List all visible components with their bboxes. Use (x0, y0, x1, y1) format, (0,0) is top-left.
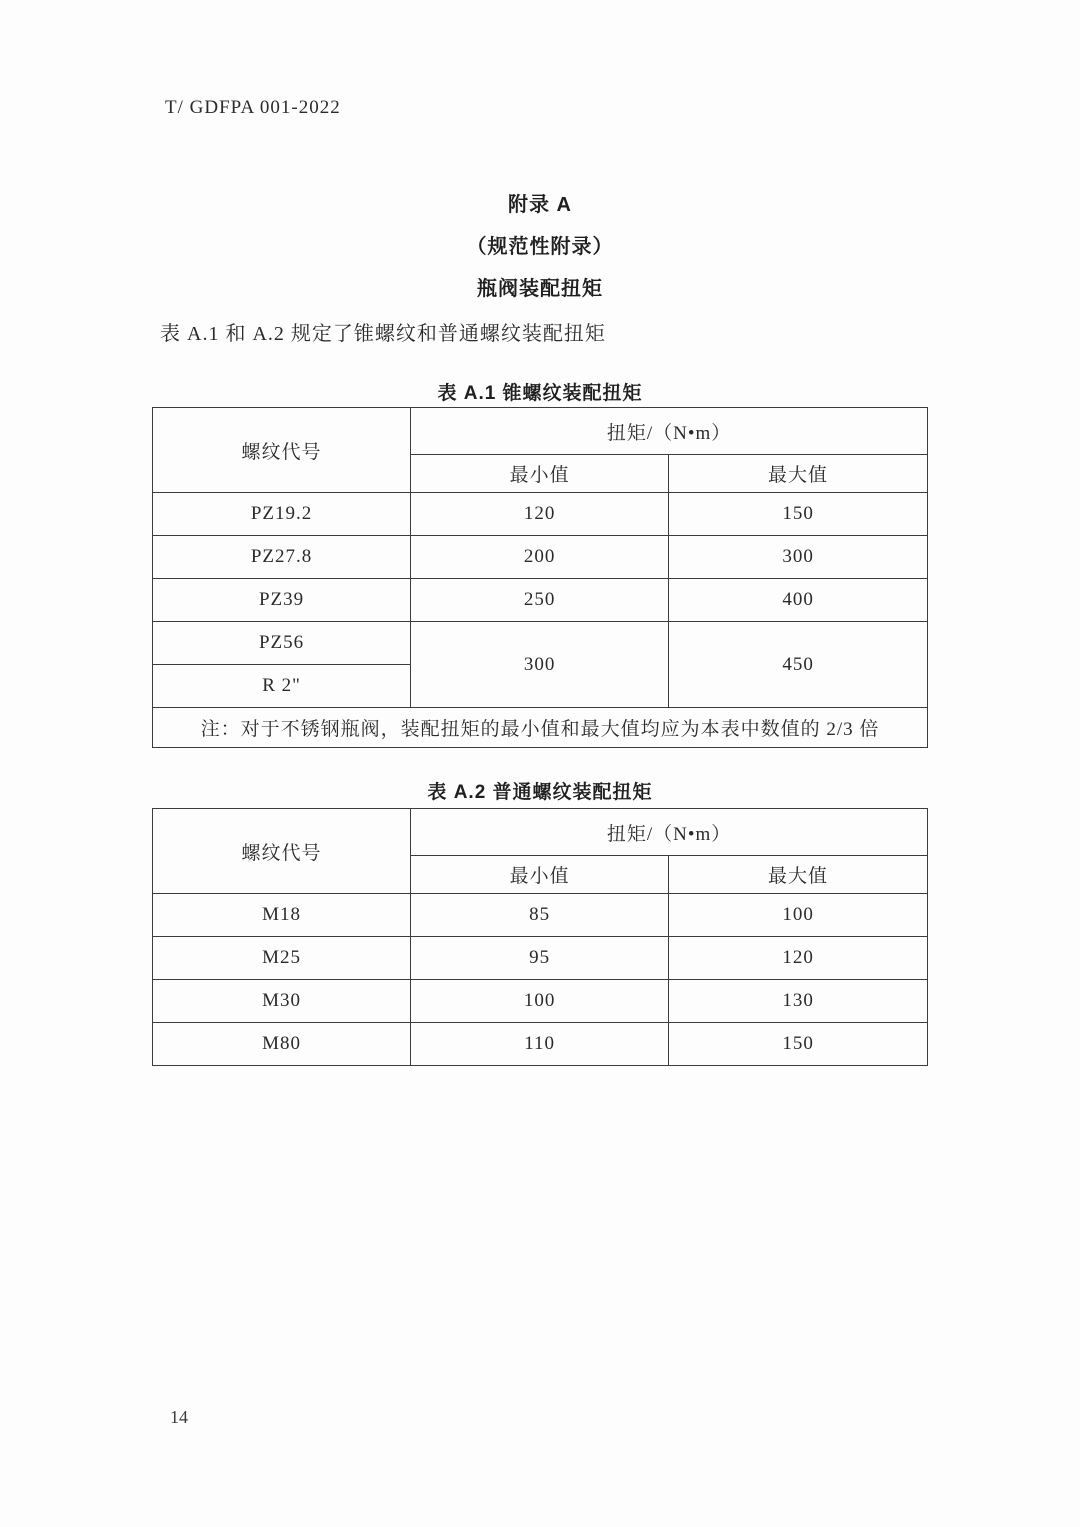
intro-paragraph: 表 A.1 和 A.2 规定了锥螺纹和普通螺纹装配扭矩 (160, 323, 606, 345)
cell-thread-code: M18 (153, 894, 411, 937)
table-row (153, 894, 928, 937)
cell-max: 100 (669, 894, 928, 937)
cell-min: 95 (411, 937, 669, 980)
table-note-row (153, 708, 928, 748)
cell-max: 150 (669, 493, 928, 536)
header-thread-code: 螺纹代号 (153, 408, 411, 493)
table-row (153, 493, 928, 536)
table-row (153, 1023, 928, 1066)
cell-max: 150 (669, 1023, 928, 1066)
table-row (153, 622, 928, 665)
header-max: 最大值 (669, 455, 928, 493)
cell-max: 120 (669, 937, 928, 980)
cell-min: 100 (411, 980, 669, 1023)
cell-max: 400 (669, 579, 928, 622)
cell-thread-code: PZ56 (153, 622, 411, 665)
table-a1 (152, 407, 928, 748)
table-row (153, 809, 928, 856)
cell-min: 110 (411, 1023, 669, 1066)
header-torque-unit: 扭矩/（N•m） (411, 408, 928, 455)
table-row (153, 937, 928, 980)
cell-min: 250 (411, 579, 669, 622)
appendix-subtitle: （规范性附录） (466, 236, 614, 258)
cell-thread-code: PZ27.8 (153, 536, 411, 579)
appendix-title: 附录 A (508, 194, 572, 216)
cell-max-merged: 450 (669, 622, 928, 708)
cell-min: 120 (411, 493, 669, 536)
appendix-heading: 瓶阀装配扭矩 (477, 278, 603, 300)
cell-thread-code: M30 (153, 980, 411, 1023)
cell-max: 130 (669, 980, 928, 1023)
cell-min: 200 (411, 536, 669, 579)
table-a2-caption: 表 A.2 普通螺纹装配扭矩 (427, 782, 653, 803)
table-a2 (152, 808, 928, 1066)
table-row (153, 579, 928, 622)
standard-code: T/ GDFPA 001-2022 (165, 97, 341, 118)
cell-thread-code: R 2" (153, 665, 411, 708)
cell-thread-code: PZ39 (153, 579, 411, 622)
header-torque-unit: 扭矩/（N•m） (411, 809, 928, 856)
header-min: 最小值 (411, 455, 669, 493)
header-max: 最大值 (669, 856, 928, 894)
table-row (153, 536, 928, 579)
cell-thread-code: M80 (153, 1023, 411, 1066)
cell-thread-code: PZ19.2 (153, 493, 411, 536)
cell-max: 300 (669, 536, 928, 579)
header-thread-code: 螺纹代号 (153, 809, 411, 894)
header-min: 最小值 (411, 856, 669, 894)
table-note: 注：对于不锈钢瓶阀，装配扭矩的最小值和最大值均应为本表中数值的 2/3 倍 (153, 708, 928, 748)
page-number: 14 (170, 1407, 188, 1427)
cell-min: 85 (411, 894, 669, 937)
table-row (153, 408, 928, 455)
cell-thread-code: M25 (153, 937, 411, 980)
appendix-titles (0, 188, 1080, 314)
cell-min-merged: 300 (411, 622, 669, 708)
table-a1-caption: 表 A.1 锥螺纹装配扭矩 (437, 383, 643, 404)
table-row (153, 980, 928, 1023)
